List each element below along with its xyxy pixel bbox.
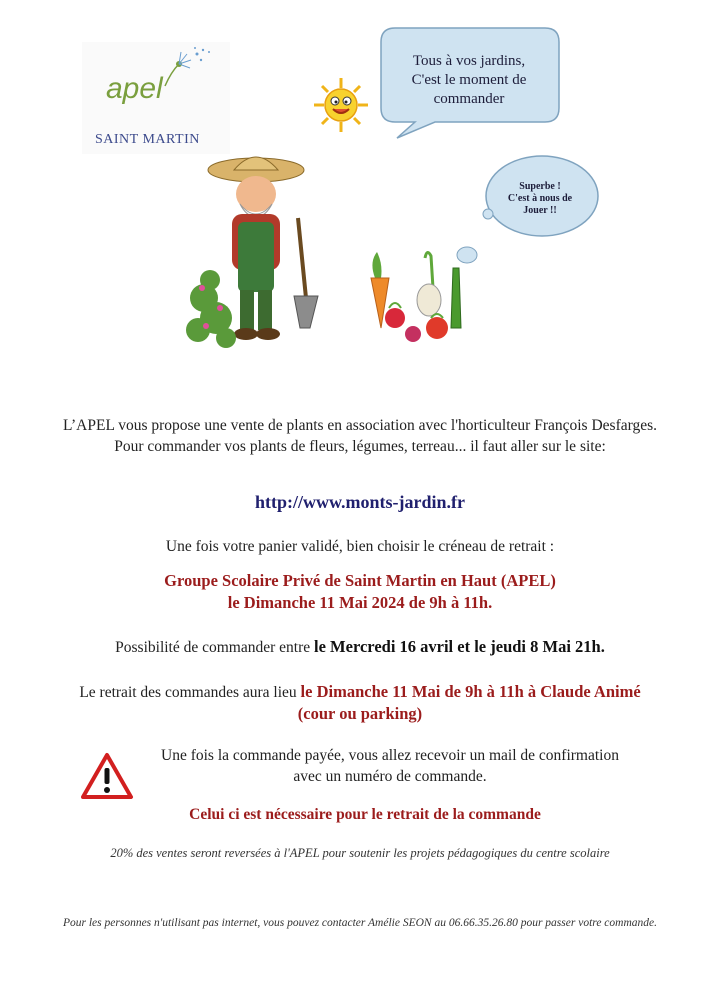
speech-line-1: Tous à vos jardins, — [412, 53, 526, 69]
intro-paragraph: L’APEL vous propose une vente de plants en association avec l'horticulteur François Desfarges. Pour commander vos plants de fleurs, légumes, terreau... il faut aller sur le site: — [62, 417, 658, 455]
pickup-location-line-2: le Dimanche 11 Mai 2024 de 9h à 11h. — [227, 593, 493, 612]
speech-line-2: C'est le moment de — [411, 72, 527, 88]
order-period-prefix: Possibilité de commander entre — [115, 639, 315, 656]
contact-footer: Pour les personnes n'utilisant pas internet, vous pouvez contacter Amélie SEON au 06.66.35.26.80 pour passer votre commande. — [62, 917, 657, 929]
pickup-location-block — [80, 570, 640, 614]
confirmation-notice: Une fois la commande payée, vous allez recevoir un mail de confirmation avec un numéro de commande. — [161, 747, 619, 785]
pickup-location-line-1: Groupe Scolaire Privé de Saint Martin en Haut (APEL) — [164, 571, 556, 590]
donation-notice: 20% des ventes seront reversées à l'APEL pour soutenir les projets pédagogiques du centre scolaire — [110, 846, 610, 860]
speech-line-3: commander — [433, 91, 505, 107]
pickup-details-prefix: Le retrait des commandes aura lieu — [79, 684, 301, 701]
thought-line-2: C'est à nous de — [507, 193, 573, 204]
apel-logo — [82, 42, 230, 154]
gardener-illustration — [186, 148, 336, 358]
logo-place: SAINT MARTIN — [95, 132, 200, 147]
thought-line-1: Superbe ! — [519, 181, 561, 192]
required-notice: Celui ci est nécessaire pour le retrait de la commande — [189, 806, 541, 823]
website-link[interactable]: http://www.monts-jardin.fr — [255, 492, 465, 512]
order-period — [40, 637, 680, 657]
thought-line-3: Jouer !! — [523, 205, 557, 216]
order-period-dates: le Mercredi 16 avril et le jeudi 8 Mai 21h. — [314, 637, 605, 656]
pickup-details-date: le Dimanche 11 Mai de 9h à 11h à Claude Animé (cour ou parking) — [297, 682, 641, 723]
pickup-details — [60, 681, 660, 725]
logo-name: apel — [106, 72, 163, 105]
vegetables-illustration — [355, 248, 470, 352]
panier-instruction: Une fois votre panier validé, bien choisir le créneau de retrait : — [165, 538, 555, 555]
speech-bubble-text — [384, 52, 554, 109]
warning-triangle-icon — [80, 752, 134, 800]
sun-icon — [312, 76, 370, 134]
thought-bubble-text — [492, 181, 588, 217]
dandelion-icon — [157, 46, 217, 90]
